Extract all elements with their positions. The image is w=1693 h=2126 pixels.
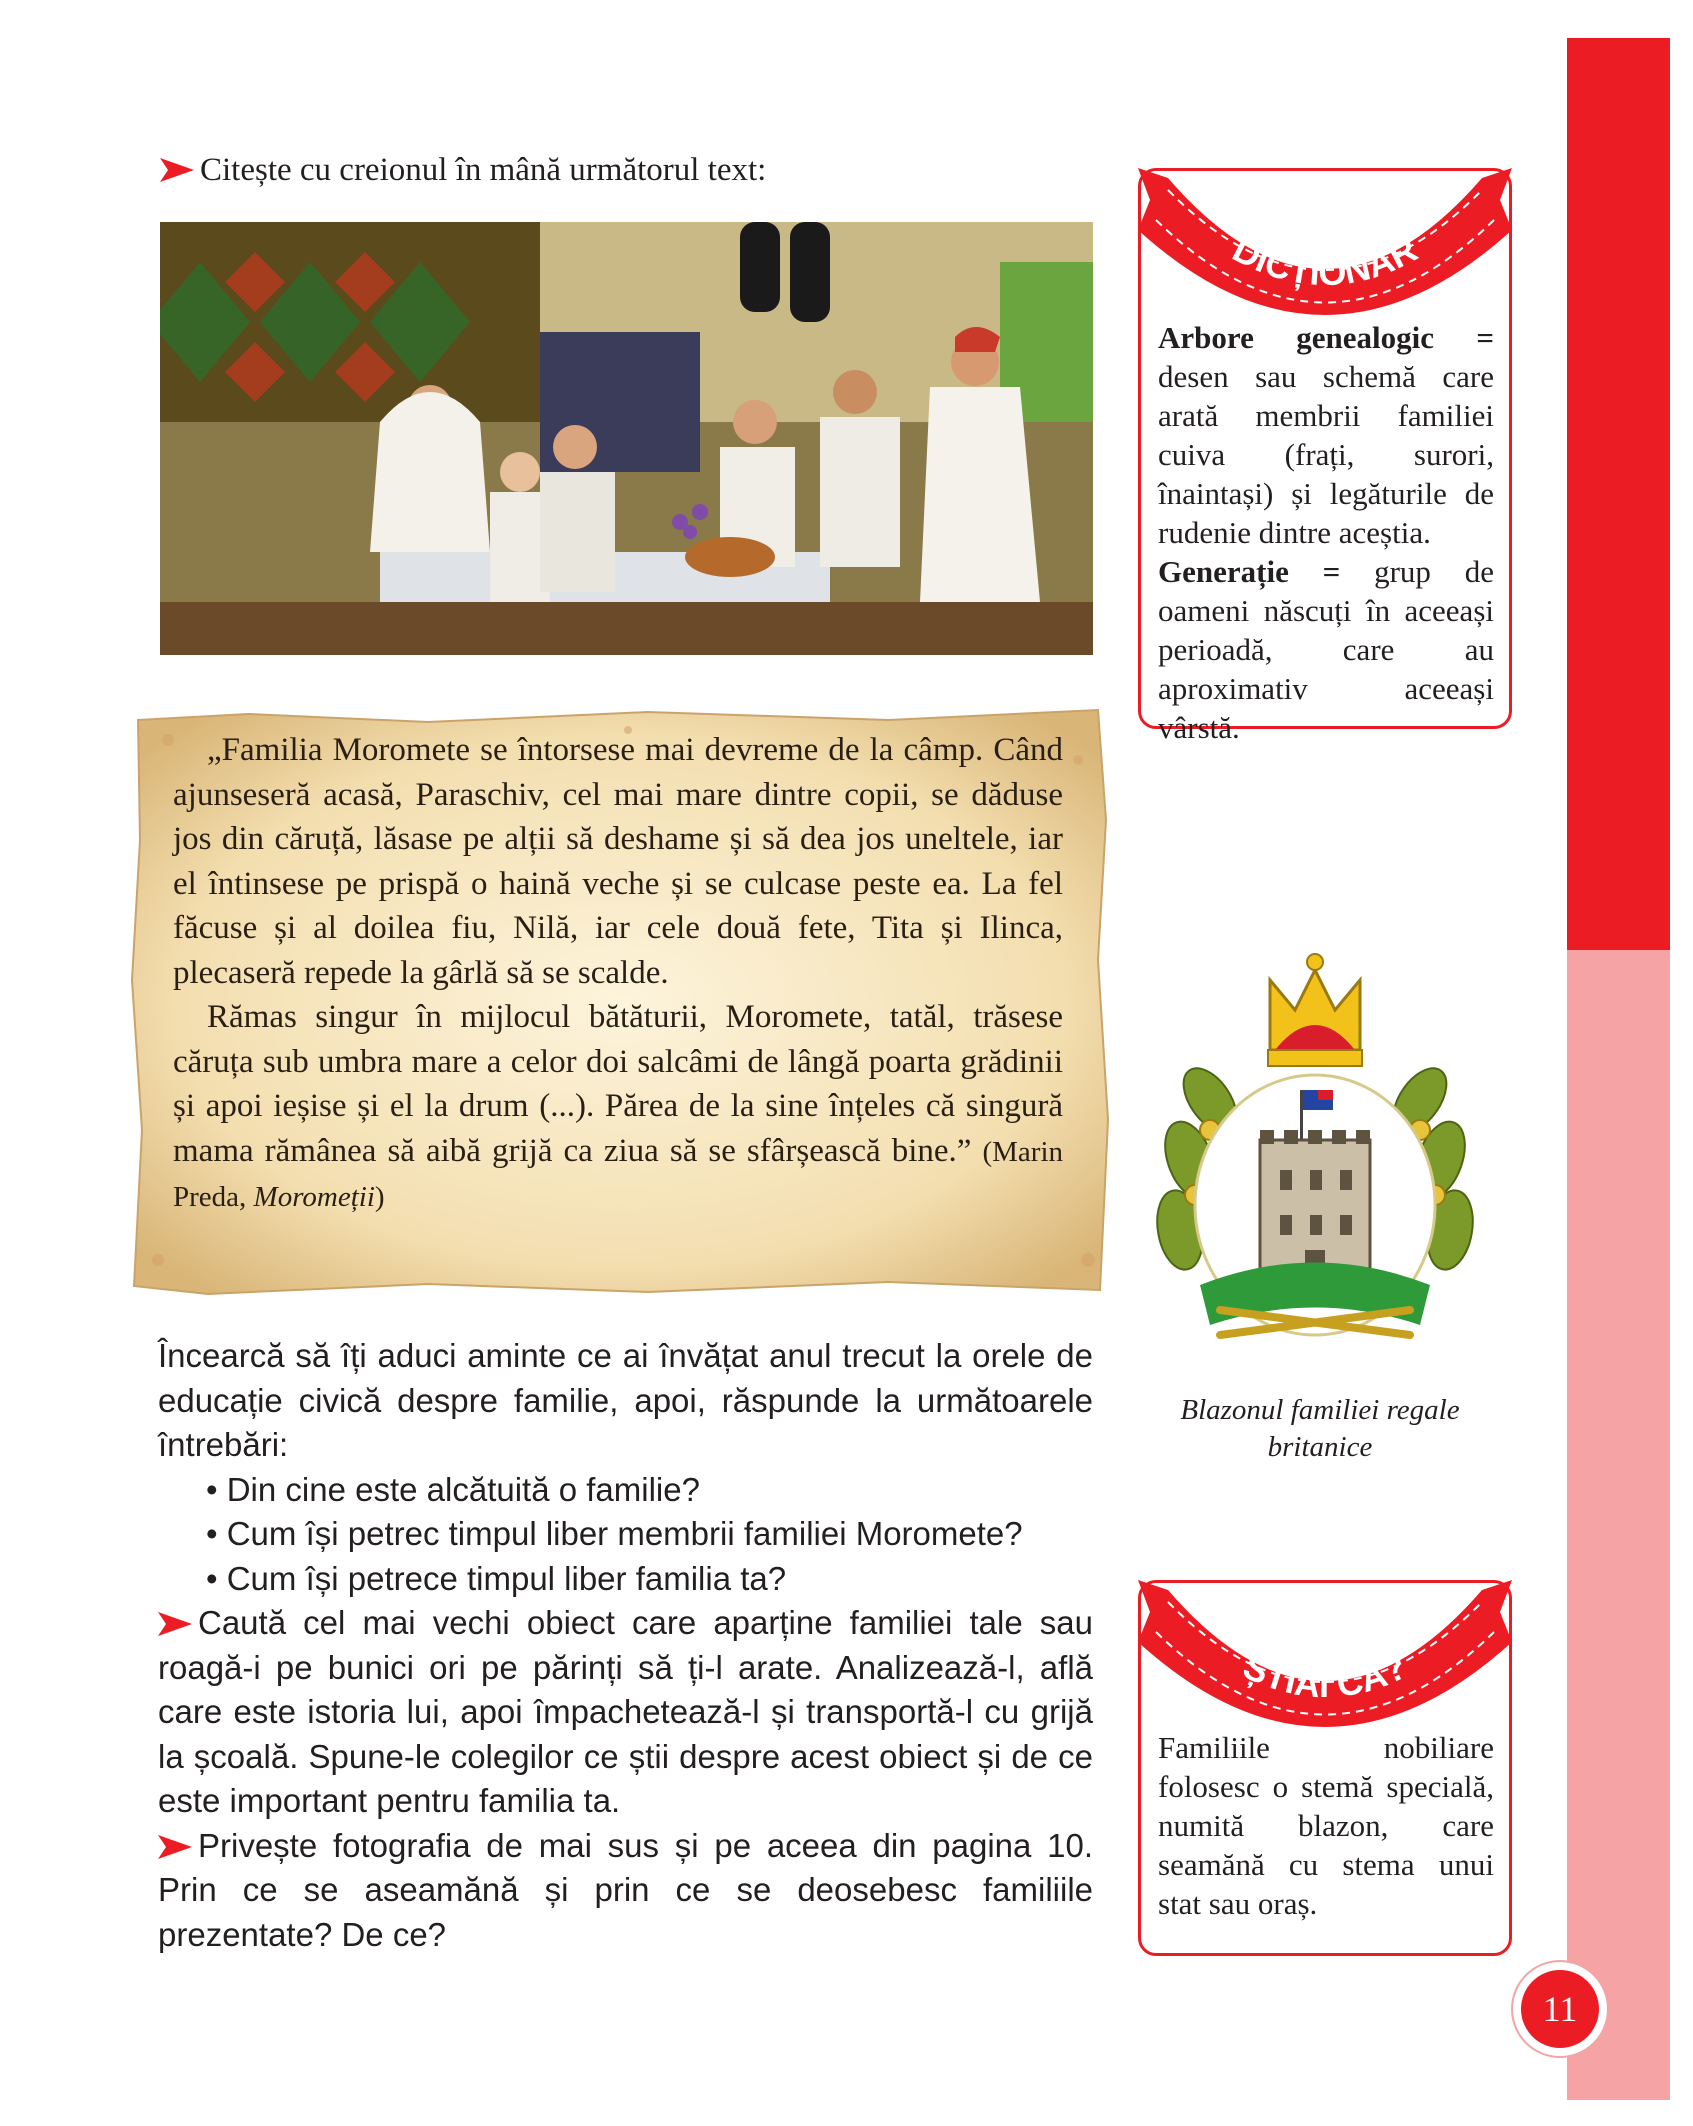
royal-crest-image bbox=[1150, 940, 1480, 1360]
task-1 bbox=[158, 1601, 1093, 1824]
task-2-text: Privește fotografia de mai sus și pe aceea din pagina 10. Prin ce se aseamănă și prin ce se deosebesc familiile prezentate? De ce? bbox=[158, 1826, 1093, 1953]
page-number: 11 bbox=[1513, 1962, 1607, 2056]
question-item-3: • Cum își petrece timpul liber familia ta? bbox=[206, 1559, 787, 1597]
question-item-1: • Din cine este alcătuită o familie? bbox=[206, 1470, 700, 1508]
dictionary-entry-2 bbox=[1158, 552, 1494, 747]
dictionary-def-2: grup de oameni născuți în aceeași perioadă, care au aproximativ aceeași vârstă. bbox=[1158, 554, 1494, 745]
family-photo bbox=[160, 222, 1093, 655]
question-list bbox=[206, 1468, 1093, 1602]
quote-source-title: Moromeții bbox=[253, 1181, 375, 1213]
dictionary-entry-1 bbox=[1158, 318, 1494, 552]
dictionary-term-1: Arbore genealogic = bbox=[1158, 320, 1494, 355]
question-item-2: • Cum își petrec timpul liber membrii familiei Moromete? bbox=[206, 1515, 1023, 1552]
dictionary-term-2: Generație = bbox=[1158, 554, 1341, 589]
crest-caption bbox=[1150, 1392, 1490, 1466]
quote-source-end: ) bbox=[374, 1181, 385, 1213]
quote-block bbox=[173, 728, 1063, 1220]
red-arrow-icon bbox=[160, 152, 200, 189]
red-arrow-icon bbox=[158, 1824, 198, 1869]
main-text bbox=[158, 1334, 1093, 1957]
did-you-know-text: Familiile nobiliare folosesc o stemă specială, numită blazon, care seamănă cu stema unui stat sau oraș. bbox=[1158, 1730, 1494, 1921]
task-2 bbox=[158, 1824, 1093, 1958]
dictionary-text bbox=[1158, 318, 1494, 747]
quote-paragraph-1: „Familia Moromete se întorsese mai devreme de la câmp. Când ajunseseră acasă, Paraschiv, cel mai mare dintre copii, se dăduse jos din căruță, lăsase pe alții să deshame și să dea jos uneltele, iar el întinsese pe prispă o haină veche și se culcase peste ea. La fel făcuse și al doilea fiu, Nilă, iar cele două fete, Tita și Ilinca, plecaseră repede la gârlă să se scalde. bbox=[173, 732, 1063, 991]
intro-text: Citește cu creionul în mână următorul text: bbox=[200, 152, 767, 188]
quote-source-author: (Marin Preda, bbox=[173, 1135, 1063, 1213]
quote-paragraph-2-text: Rămas singur în mijlocul bătăturii, Moromete, tatăl, trăsese căruța sub umbra mare a celor doi salcâmi de lângă poarta grădinii și apoi ieșise și el la drum (...). Părea de la sine înțeles că singură mama rămânea să aibă grijă ca ziua să se sfârșească bine.” bbox=[173, 999, 1063, 1169]
dictionary-ribbon bbox=[1128, 160, 1522, 325]
did-you-know-title: ȘTIAI CĂ? bbox=[1237, 1645, 1413, 1706]
side-band-top bbox=[1567, 38, 1670, 950]
red-arrow-icon bbox=[158, 1601, 198, 1646]
task-1-text: Caută cel mai vechi obiect care aparține familiei tale sau roagă-i pe bunici ori pe părinți să ți-l arate. Analizează-l, află care este istoria lui, apoi împachetează-l și transportă-l cu grijă la școală. Spune-le colegilor ce știi despre acest obiect și de ce este important pentru familia ta. bbox=[158, 1604, 1093, 1819]
crest-caption-line-1: Blazonul familiei regale bbox=[1180, 1394, 1460, 1426]
intro-instruction bbox=[160, 152, 766, 189]
dictionary-title: DICȚIONAR bbox=[1226, 228, 1424, 294]
main-paragraph: Încearcă să îți aduci aminte ce ai învățat anul trecut la orele de educație civică despre familie, apoi, răspunde la următoarele întrebări: bbox=[158, 1337, 1093, 1463]
crest-caption-line-2: britanice bbox=[1267, 1431, 1373, 1463]
did-you-know-ribbon bbox=[1128, 1572, 1522, 1737]
side-band-bottom bbox=[1567, 950, 1670, 2100]
quote-paragraph-2 bbox=[173, 995, 1063, 1220]
dictionary-def-1: desen sau schemă care arată membrii familiei cuiva (frați, surori, înaintași) și legăturile de rudenie dintre aceștia. bbox=[1158, 359, 1494, 550]
